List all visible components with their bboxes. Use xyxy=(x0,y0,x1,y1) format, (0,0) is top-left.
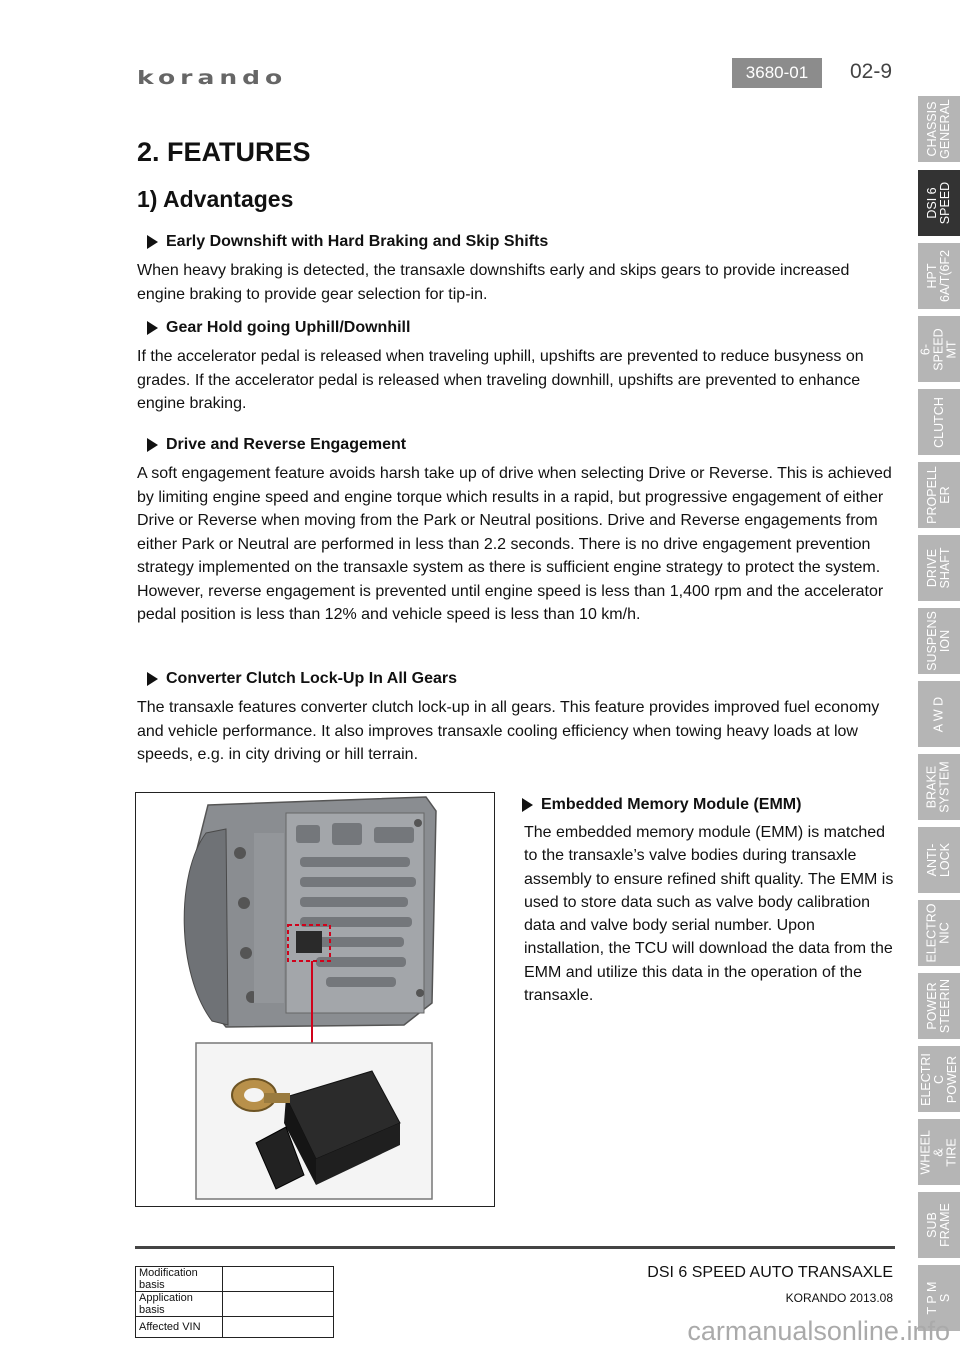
tab-electronic[interactable]: ELECTRO NIC xyxy=(918,900,960,966)
triangle-bullet-icon xyxy=(522,798,533,812)
table-cell-key: Application basis xyxy=(136,1292,223,1317)
triangle-bullet-icon xyxy=(147,235,158,249)
emm-module-in-situ xyxy=(296,931,322,953)
footer-divider xyxy=(135,1246,895,1249)
tab-anti-lock[interactable]: ANTI- LOCK xyxy=(918,827,960,893)
section-heading-emm: Embedded Memory Module (EMM) xyxy=(522,796,801,814)
table-row xyxy=(136,1267,334,1292)
tab-brake-system[interactable]: BRAKE SYSTEM xyxy=(918,754,960,820)
tab-sub-frame[interactable]: SUB FRAME xyxy=(918,1192,960,1258)
triangle-bullet-icon xyxy=(147,438,158,452)
transaxle-emm-figure xyxy=(135,792,495,1207)
tab-wheel-tire[interactable]: WHEEL & TIRE xyxy=(918,1119,960,1185)
section-heading-converter-clutch: Converter Clutch Lock-Up In All Gears xyxy=(147,670,457,688)
transaxle-illustration xyxy=(136,793,495,1207)
tab-electric-power[interactable]: ELECTRI C POWER xyxy=(918,1046,960,1112)
table-cell-value xyxy=(223,1317,334,1338)
section-body-converter-clutch: The transaxle features converter clutch lock-up in all gears. This feature provides improved fuel economy and vehicle performance. It also improves transaxle cooling efficiency when towing heavy loads at low speeds, e.g. in city driving or hill terrain. xyxy=(137,699,880,763)
table-cell-value xyxy=(223,1292,334,1317)
transaxle-housing xyxy=(184,797,436,1027)
tab-drive-shaft[interactable]: DRIVE SHAFT xyxy=(918,535,960,601)
tab-dsi-6-speed[interactable]: DSI 6 SPEED xyxy=(918,170,960,236)
section-body-drive-reverse: A soft engagement feature avoids harsh take up of drive when selecting Drive or Reverse. This is achieved by limiting engine speed and engine torque which results in a rapid, but progressive engagement of either Drive or Reverse when moving from the Park or Neutral positions. Drive and Reverse engagements from either Park or Neutral are performed in less than 2.2 seconds. There is no drive engagement prevention strategy implemented on the transaxle system as there is sufficient engine strategy to protect the system. However, reverse engagement is prevented until engine speed is less than 1,400 rpm and the accelerator pedal position is less than 12% and vehicle speed is less than 10 km/h. xyxy=(137,465,892,623)
tab-propeller[interactable]: PROPELL ER xyxy=(918,462,960,528)
modification-table xyxy=(135,1266,334,1338)
document-code-badge: 3680-01 xyxy=(732,58,822,88)
footer-title: DSI 6 SPEED AUTO TRANSAXLE xyxy=(647,1264,893,1281)
table-row xyxy=(136,1292,334,1317)
tab-chassis-general[interactable]: CHASSIS GENERAL xyxy=(918,96,960,162)
tab-clutch[interactable]: CLUTCH xyxy=(918,389,960,455)
tab-6-speed-mt[interactable]: 6-SPEED MT xyxy=(918,316,960,382)
section-body-emm: The embedded memory module (EMM) is matched to the transaxle’s valve bodies during transaxle assembly to ensure refined shift quality. The EMM is used to store data such as valve body calibration data and valve body serial number. Upon installation, the TCU will download the data from the EMM and utilize this data in the operation of the transaxle. xyxy=(524,824,894,1005)
tab-power-steering[interactable]: POWER STEERIN xyxy=(918,973,960,1039)
tab-awd[interactable]: A W D xyxy=(918,681,960,747)
korando-logo: korando xyxy=(137,66,288,88)
triangle-bullet-icon xyxy=(147,321,158,335)
section-heading-gear-hold: Gear Hold going Uphill/Downhill xyxy=(147,319,410,337)
watermark: carmanualsonline.info xyxy=(687,1316,950,1346)
tab-tpms[interactable]: T P M S xyxy=(918,1265,960,1331)
triangle-bullet-icon xyxy=(147,672,158,686)
page-number: 02-9 xyxy=(850,60,893,83)
footer-subtitle: KORANDO 2013.08 xyxy=(785,1291,893,1305)
section-body-gear-hold: If the accelerator pedal is released when traveling uphill, upshifts are prevented to reduce busyness on grades. If the accelerator pedal is released when traveling downhill, upshifts are prevented to enhance engine braking. xyxy=(137,348,864,412)
page-title: 2. FEATURES xyxy=(137,137,311,167)
tab-hpt-6at[interactable]: HPT 6A/T(6F2 xyxy=(918,243,960,309)
table-cell-key: Affected VIN xyxy=(136,1317,223,1338)
table-cell-key: Modification basis xyxy=(136,1267,223,1292)
section-subtitle: 1) Advantages xyxy=(137,186,294,212)
tab-suspension[interactable]: SUSPENS ION xyxy=(918,608,960,674)
table-row xyxy=(136,1317,334,1338)
section-body-early-downshift: When heavy braking is detected, the transaxle downshifts early and skips gears to provide increased engine braking to provide gear selection for tip-in. xyxy=(137,262,850,303)
section-heading-drive-reverse: Drive and Reverse Engagement xyxy=(147,436,406,454)
table-cell-value xyxy=(223,1267,334,1292)
section-heading-early-downshift: Early Downshift with Hard Braking and Skip Shifts xyxy=(147,233,548,251)
